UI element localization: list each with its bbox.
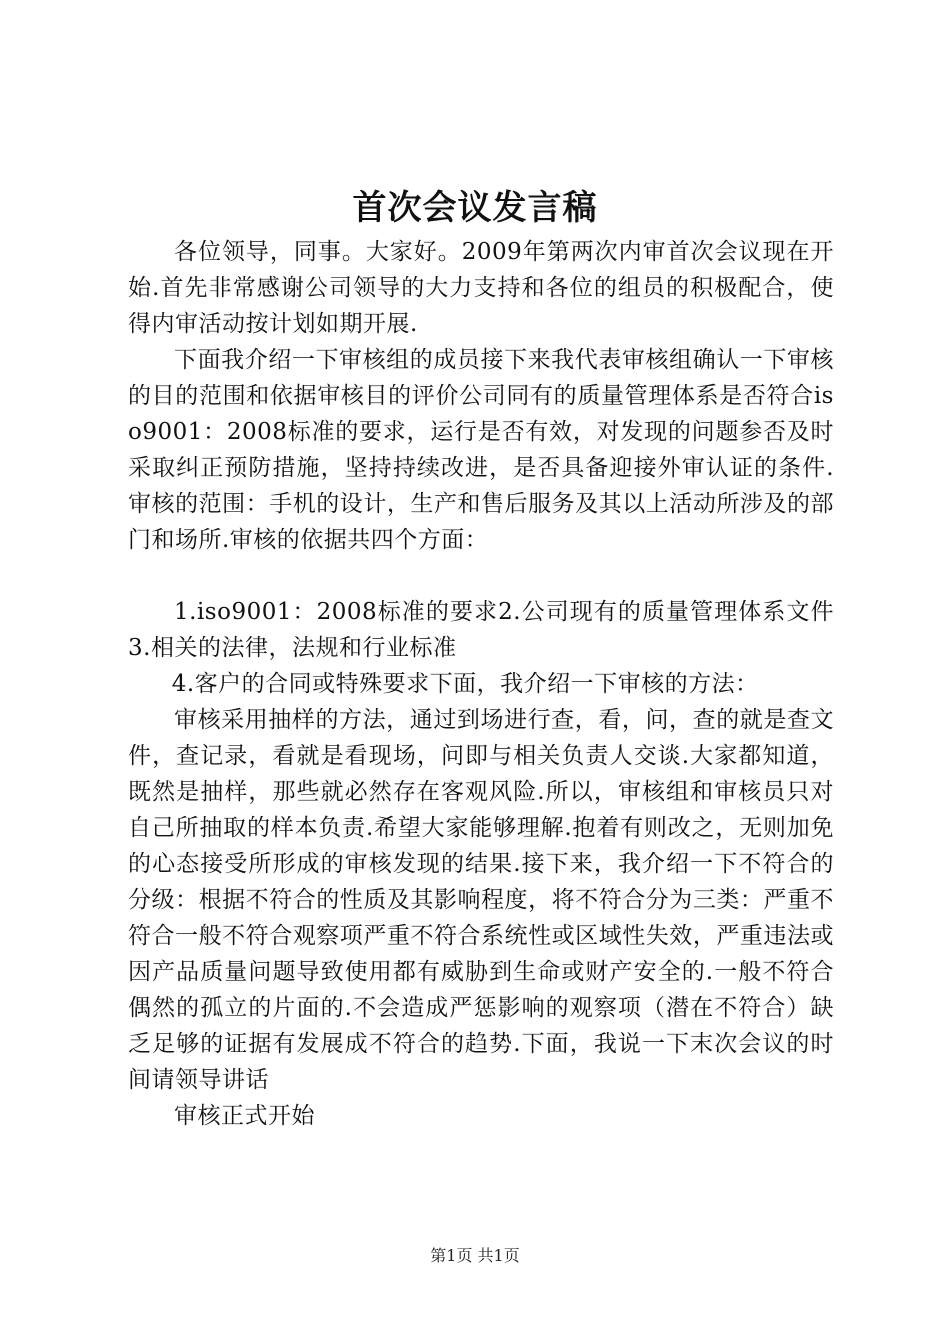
paragraph-opening: 各位领导，同事。大家好。2009年第两次内审首次会议现在开始.首先非常感谢公司领导的大力支持和各位的组员的积极配合，使得内审活动按计划如期开展.: [128, 239, 834, 337]
paragraph-closing: 审核正式开始: [174, 1103, 315, 1129]
page-footer: 第1页 共1页: [430, 1246, 520, 1265]
document-title: 首次会议发言稿: [352, 188, 598, 228]
document-body: [128, 234, 834, 1134]
paragraph-audit-scope: 下面我介绍一下审核组的成员接下来我代表审核组确认一下审核的目的范围和依据审核目的评价公司同有的质量管理体系是否符合iso9001：2008标准的要求，运行是否有效，对发现的问题参否及时采取纠正预防措施，坚持持续改进，是否具备迎接外审认证的条件.审核的范围：手机的设计，生产和售后服务及其以上活动所涉及的部门和场所.审核的依据共四个方面：: [128, 347, 834, 553]
paragraph-audit-basis-item-4: 4.客户的合同或特殊要求下面，我介绍一下审核的方法：: [171, 671, 759, 697]
paragraph-audit-basis-list: 1.iso9001：2008标准的要求2.公司现有的质量管理体系文件3.相关的法律，法规和行业标准: [128, 599, 834, 661]
paragraph-audit-method: 审核采用抽样的方法，通过到场进行查，看，问，查的就是查文件，查记录，看就是看现场，问即与相关负责人交谈.大家都知道，既然是抽样，那些就必然存在客观风险.所以，审核组和审核员只对自己所抽取的样本负责.希望大家能够理解.抱着有则改之，无则加免的心态接受所形成的审核发现的结果.接下来，我介绍一下不符合的分级：根据不符合的性质及其影响程度，将不符合分为三类：严重不符合一般不符合观察项严重不符合系统性或区域性失效，严重违法或因产品质量问题导致使用都有威胁到生命或财产安全的.一般不符合偶然的孤立的片面的.不会造成严惩影响的观察项（潜在不符合）缺乏足够的证据有发展成不符合的趋势.下面，我说一下末次会议的时间请领导讲话: [128, 707, 834, 1093]
